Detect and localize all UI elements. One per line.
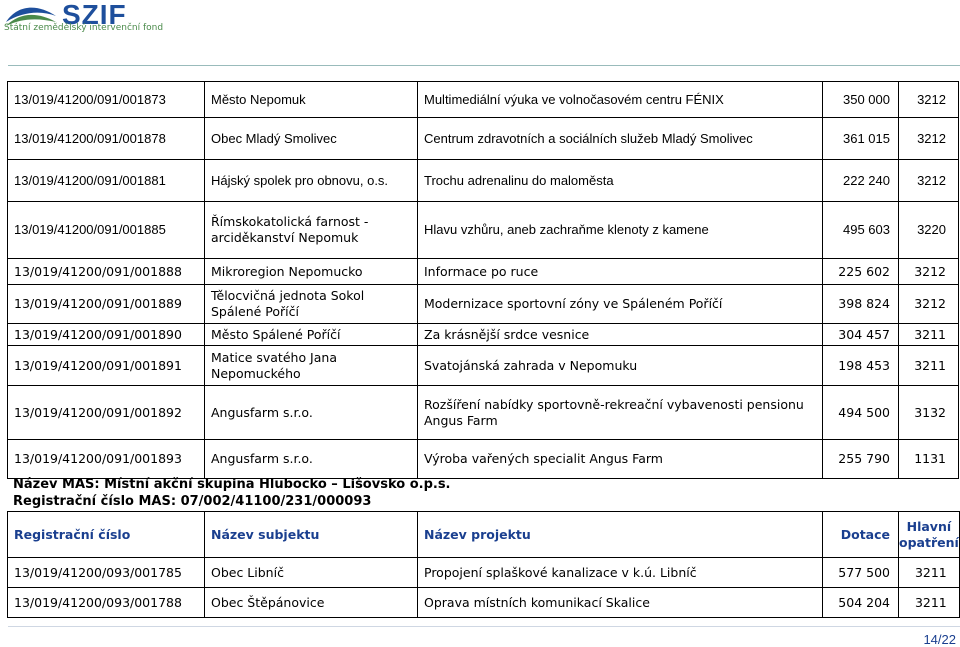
header <box>0 0 960 48</box>
col-header-reg: Registrační číslo <box>8 512 205 558</box>
measure-code: 3220 <box>899 202 959 259</box>
measure-code: 3211 <box>899 346 959 386</box>
table-row <box>8 346 959 386</box>
subsidy-amount: 222 240 <box>823 160 899 202</box>
measure-code: 3212 <box>899 259 959 285</box>
subsidy-amount: 361 015 <box>823 118 899 160</box>
logo-subtitle: Státní zemědělský intervenční fond <box>4 23 164 33</box>
reg-number: 13/019/41200/091/001885 <box>8 202 205 259</box>
reg-number: 13/019/41200/091/001893 <box>8 440 205 479</box>
subsidy-amount: 577 500 <box>823 558 899 588</box>
page-number: 14/22 <box>923 632 956 647</box>
reg-number: 13/019/41200/091/001892 <box>8 386 205 440</box>
project-name: Centrum zdravotních a sociálních služeb Mladý Smolivec <box>418 118 823 160</box>
reg-number: 13/019/41200/091/001889 <box>8 285 205 324</box>
measure-code: 3212 <box>899 285 959 324</box>
table-row <box>8 118 959 160</box>
measure-code: 3212 <box>899 118 959 160</box>
header-divider <box>8 65 960 66</box>
col-header-project: Název projektu <box>418 512 823 558</box>
project-name: Propojení splaškové kanalizace v k.ú. Libníč <box>418 558 823 588</box>
subsidy-amount: 198 453 <box>823 346 899 386</box>
project-name: Rozšíření nabídky sportovně-rekreační vybavenosti pensionu Angus Farm <box>418 386 823 440</box>
measure-code: 3212 <box>899 160 959 202</box>
subsidy-amount: 304 457 <box>823 324 899 346</box>
reg-number: 13/019/41200/091/001881 <box>8 160 205 202</box>
measure-code: 3211 <box>899 588 960 618</box>
table-row <box>8 324 959 346</box>
project-name: Svatojánská zahrada v Nepomuku <box>418 346 823 386</box>
project-name: Modernizace sportovní zóny ve Spáleném Poříčí <box>418 285 823 324</box>
reg-number: 13/019/41200/091/001888 <box>8 259 205 285</box>
reg-number: 13/019/41200/091/001878 <box>8 118 205 160</box>
col-header-measure: Hlavní opatření <box>899 512 960 558</box>
col-header-amount: Dotace <box>823 512 899 558</box>
reg-number: 13/019/41200/091/001873 <box>8 82 205 118</box>
subsidy-amount: 504 204 <box>823 588 899 618</box>
project-name: Hlavu vzhůru, aneb zachraňme klenoty z kamene <box>418 202 823 259</box>
table-row <box>8 558 960 588</box>
mas-name: Název MAS: Místní akční skupina Hlubocko – Lišovsko o.p.s. <box>13 477 451 492</box>
table-row <box>8 440 959 479</box>
measure-code: 3212 <box>899 82 959 118</box>
subsidy-amount: 495 603 <box>823 202 899 259</box>
project-name: Multimediální výuka ve volnočasovém centru FÉNIX <box>418 82 823 118</box>
measure-code: 3211 <box>899 558 960 588</box>
reg-number: 13/019/41200/091/001890 <box>8 324 205 346</box>
subject-name: Město Nepomuk <box>205 82 418 118</box>
subject-name: Obec Štěpánovice <box>205 588 418 618</box>
logo-text: SZIF <box>62 0 127 30</box>
project-name: Informace po ruce <box>418 259 823 285</box>
subsidy-amount: 225 602 <box>823 259 899 285</box>
measure-code: 1131 <box>899 440 959 479</box>
table-row <box>8 588 960 618</box>
subject-name: Tělocvičná jednota Sokol Spálené Poříčí <box>205 285 418 324</box>
project-name: Oprava místních komunikací Skalice <box>418 588 823 618</box>
measure-code: 3211 <box>899 324 959 346</box>
table-header-row <box>8 512 960 558</box>
table-row <box>8 202 959 259</box>
subject-name: Angusfarm s.r.o. <box>205 386 418 440</box>
table-row <box>8 160 959 202</box>
footer-divider <box>8 626 960 627</box>
col-header-subject: Název subjektu <box>205 512 418 558</box>
subject-name: Hájský spolek pro obnovu, o.s. <box>205 160 418 202</box>
measure-code: 3132 <box>899 386 959 440</box>
projects-table-1 <box>7 81 959 479</box>
subject-name: Obec Libníč <box>205 558 418 588</box>
reg-number: 13/019/41200/091/001891 <box>8 346 205 386</box>
subsidy-amount: 255 790 <box>823 440 899 479</box>
reg-number: 13/019/41200/093/001785 <box>8 558 205 588</box>
subsidy-amount: 494 500 <box>823 386 899 440</box>
table-row <box>8 386 959 440</box>
table-row <box>8 82 959 118</box>
table-row <box>8 285 959 324</box>
subject-name: Mikroregion Nepomucko <box>205 259 418 285</box>
subsidy-amount: 398 824 <box>823 285 899 324</box>
project-name: Trochu adrenalinu do maloměsta <box>418 160 823 202</box>
subject-name: Římskokatolická farnost - arciděkanství Nepomuk <box>205 202 418 259</box>
project-name: Za krásnější srdce vesnice <box>418 324 823 346</box>
subject-name: Angusfarm s.r.o. <box>205 440 418 479</box>
reg-number: 13/019/41200/093/001788 <box>8 588 205 618</box>
subject-name: Matice svatého Jana Nepomuckého <box>205 346 418 386</box>
projects-table-2 <box>7 511 960 618</box>
mas-registration: Registrační číslo MAS: 07/002/41100/231/000093 <box>13 494 372 509</box>
subject-name: Obec Mladý Smolivec <box>205 118 418 160</box>
project-name: Výroba vařených specialit Angus Farm <box>418 440 823 479</box>
table-row <box>8 259 959 285</box>
subsidy-amount: 350 000 <box>823 82 899 118</box>
subject-name: Město Spálené Poříčí <box>205 324 418 346</box>
